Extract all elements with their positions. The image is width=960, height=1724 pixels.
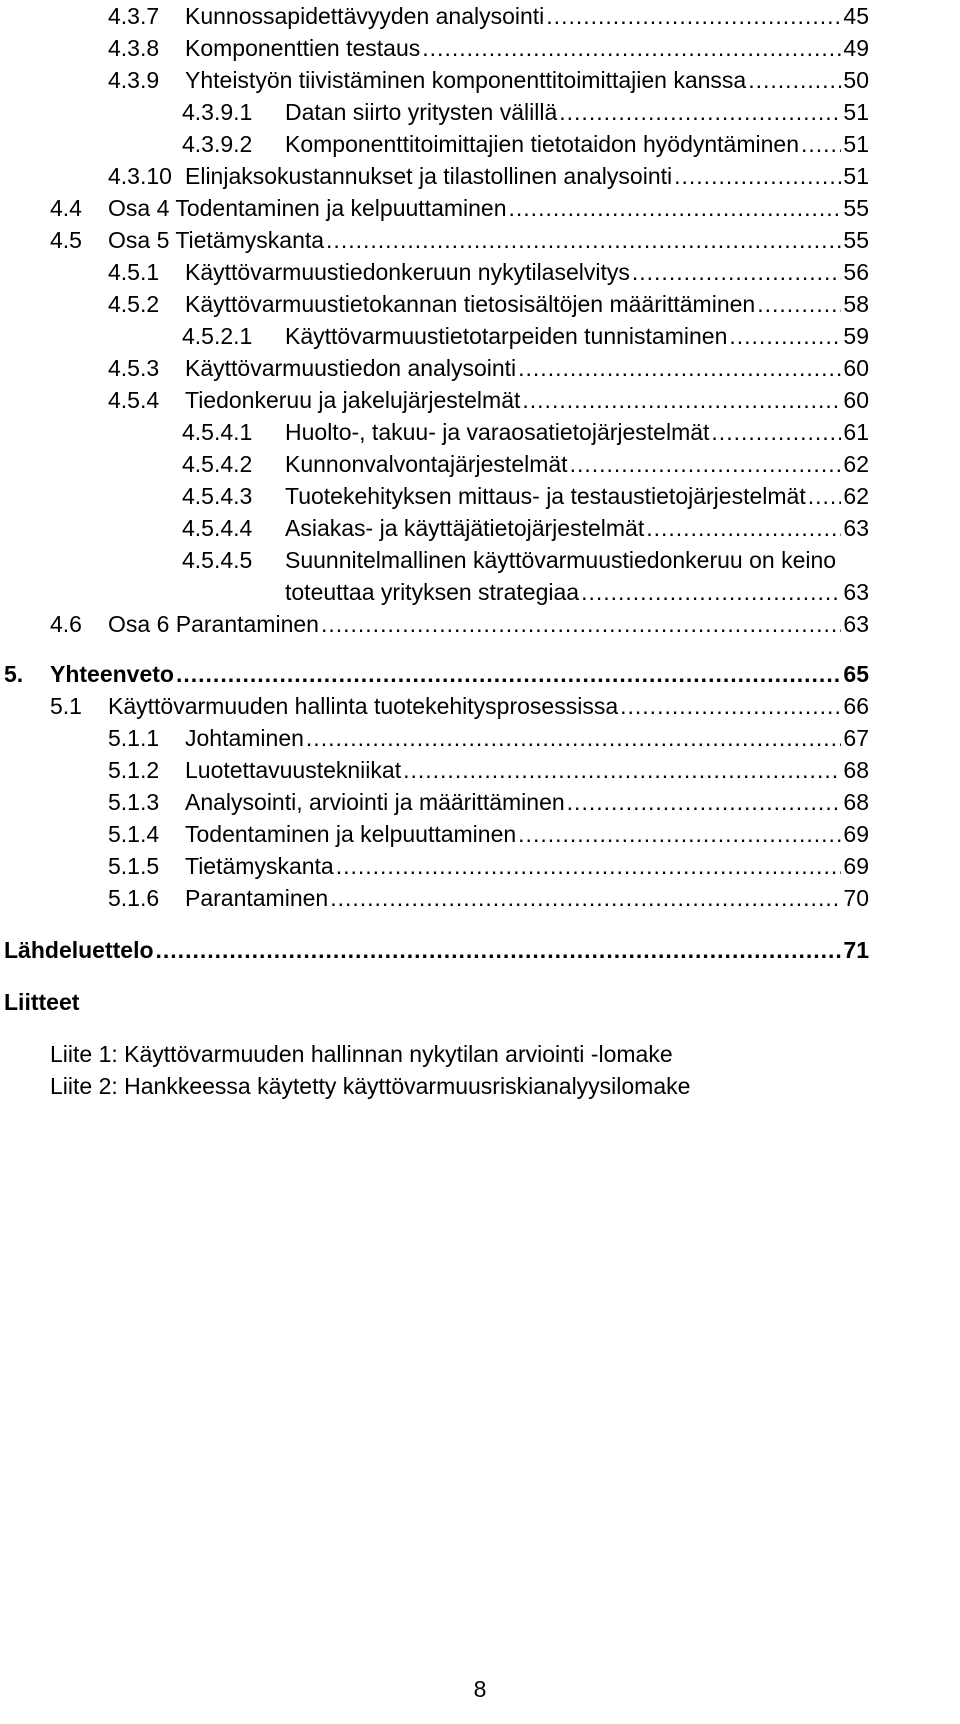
toc-page: 68 [843, 757, 869, 783]
toc-title: Käyttövarmuustietokannan tietosisältöjen määrittäminen [185, 291, 756, 317]
toc-number: 4.5.1 [108, 259, 160, 285]
toc-title-continued: toteuttaa yrityksen strategiaa [285, 579, 580, 605]
toc-title: Osa 6 Parantaminen [108, 611, 319, 637]
toc-page: 55 [843, 227, 869, 253]
toc-entry[interactable] [108, 354, 869, 382]
toc-page: 62 [843, 451, 869, 477]
toc-entry[interactable] [50, 226, 869, 254]
toc-entry[interactable] [108, 66, 869, 94]
toc-page: 61 [843, 419, 869, 445]
toc-title: Huolto-, takuu- ja varaosatietojärjestelmät [285, 419, 710, 445]
toc-page: 59 [843, 323, 869, 349]
toc-title: Tietämyskanta [185, 853, 334, 879]
leader-dots [567, 788, 842, 816]
toc-title: Parantaminen [185, 885, 329, 911]
toc-entry[interactable] [50, 194, 869, 222]
toc-page: 51 [843, 131, 869, 157]
page-number: 8 [473, 1676, 487, 1702]
toc-title: Käyttövarmuustietotarpeiden tunnistaminen [285, 323, 728, 349]
leader-dots [674, 162, 841, 190]
toc-entry[interactable] [182, 322, 869, 350]
toc-entry-continuation[interactable] [285, 578, 869, 606]
toc-entry[interactable] [108, 258, 869, 286]
toc-number: 4.4 [50, 195, 82, 221]
toc-title: Asiakas- ja käyttäjätietojärjestelmät [285, 515, 645, 541]
toc-page: 65 [843, 661, 869, 687]
toc-entry[interactable] [108, 724, 869, 752]
toc-number: 4.5.4 [108, 387, 160, 413]
toc-title: Käyttövarmuustiedonkeruun nykytilaselvitys [185, 259, 630, 285]
toc-title: Suunnitelmallinen käyttövarmuustiedonkeruu on keino [285, 547, 837, 573]
toc-page: 63 [843, 515, 869, 541]
leader-dots [509, 194, 842, 222]
leader-dots [522, 386, 841, 414]
toc-title: Tiedonkeruu ja jakelujärjestelmät [185, 387, 521, 413]
toc-number: 5.1.4 [108, 821, 160, 847]
toc-chapter-entry[interactable] [4, 660, 869, 688]
toc-page: 69 [843, 821, 869, 847]
leader-dots [518, 354, 841, 382]
toc-entry[interactable] [182, 450, 869, 478]
toc-title: Komponenttitoimittajien tietotaidon hyödyntäminen [285, 131, 799, 157]
leader-dots [808, 482, 842, 510]
toc-title: Yhteenveto [50, 661, 174, 687]
toc-number: 4.3.8 [108, 35, 160, 61]
leader-dots [326, 226, 841, 254]
leader-dots [306, 724, 841, 752]
toc-title: Osa 5 Tietämyskanta [108, 227, 325, 253]
toc-title: Komponenttien testaus [185, 35, 421, 61]
toc-entry[interactable] [108, 386, 869, 414]
leader-dots [801, 130, 841, 158]
toc-title: Käyttövarmuuden hallinta tuotekehitysprosessissa [108, 693, 619, 719]
toc-number: 4.5 [50, 227, 82, 253]
toc-entry[interactable] [182, 514, 869, 542]
toc-number: 4.5.3 [108, 355, 160, 381]
toc-entry[interactable] [50, 610, 869, 638]
leader-dots [711, 418, 841, 446]
toc-number: 5. [4, 661, 24, 687]
leader-dots [403, 756, 841, 784]
leader-dots [336, 852, 842, 880]
toc-number: 4.5.4.3 [182, 483, 253, 509]
toc-entry[interactable] [108, 162, 869, 190]
toc-number: 4.6 [50, 611, 82, 637]
toc-number: 5.1.5 [108, 853, 160, 879]
leader-dots [632, 258, 842, 286]
toc-number: 5.1.6 [108, 885, 160, 911]
toc-number: 5.1.2 [108, 757, 160, 783]
leader-dots [570, 450, 842, 478]
toc-title: Todentaminen ja kelpuuttaminen [185, 821, 517, 847]
toc-title: Käyttövarmuustiedon analysointi [185, 355, 517, 381]
toc-entry[interactable] [182, 482, 869, 510]
leader-dots [581, 578, 841, 606]
toc-page: 49 [843, 35, 869, 61]
leader-dots [330, 884, 841, 912]
leader-dots [748, 66, 841, 94]
toc-number: 4.3.7 [108, 3, 160, 29]
toc-title: Lähdeluettelo [4, 937, 154, 963]
toc-page: 69 [843, 853, 869, 879]
appendix-item[interactable]: Liite 1: Käyttövarmuuden hallinnan nykytilan arviointi -lomake [50, 1041, 673, 1067]
toc-page: 62 [843, 483, 869, 509]
toc-entry[interactable] [182, 130, 869, 158]
appendix-item[interactable]: Liite 2: Hankkeessa käytetty käyttövarmuusriskianalyysilomake [50, 1073, 691, 1099]
toc-page: 60 [843, 387, 869, 413]
toc-title: Osa 4 Todentaminen ja kelpuuttaminen [108, 195, 507, 221]
leader-dots [757, 290, 841, 318]
toc-entry[interactable] [108, 2, 869, 30]
toc-page: 67 [843, 725, 869, 751]
toc-page: 63 [843, 579, 869, 605]
toc-title: Analysointi, arviointi ja määrittäminen [185, 789, 565, 815]
toc-references-entry[interactable] [4, 936, 869, 964]
toc-entry[interactable] [108, 290, 869, 318]
toc-page: 66 [843, 693, 869, 719]
toc-page: 55 [843, 195, 869, 221]
toc-number: 4.3.9.2 [182, 131, 253, 157]
toc-entry[interactable] [182, 98, 869, 126]
leader-dots [176, 660, 841, 688]
toc-page: 70 [843, 885, 869, 911]
toc-page: 45 [843, 3, 869, 29]
leader-dots [646, 514, 841, 542]
toc-title: Tuotekehityksen mittaus- ja testaustietojärjestelmät [285, 483, 806, 509]
toc-title: Luotettavuustekniikat [185, 757, 402, 783]
toc-number: 4.5.4.5 [182, 547, 253, 573]
toc-number: 4.5.4.1 [182, 419, 253, 445]
leader-dots [422, 34, 841, 62]
toc-page: 51 [843, 99, 869, 125]
toc-page: 50 [843, 67, 869, 93]
toc-page: 71 [843, 937, 869, 963]
toc-entry[interactable] [182, 418, 869, 446]
toc-number: 4.5.4.2 [182, 451, 253, 477]
toc-number: 5.1.1 [108, 725, 160, 751]
toc-title: Kunnonvalvontajärjestelmät [285, 451, 568, 477]
toc-entry[interactable] [108, 756, 869, 784]
toc-page: 68 [843, 789, 869, 815]
toc-title: Elinjaksokustannukset ja tilastollinen analysointi [185, 163, 673, 189]
leader-dots [729, 322, 841, 350]
leader-dots [620, 692, 841, 720]
toc-number: 4.5.4.4 [182, 515, 253, 541]
toc-number: 4.3.9.1 [182, 99, 253, 125]
toc-page: 63 [843, 611, 869, 637]
toc-entry[interactable] [108, 884, 869, 912]
appendix-heading: Liitteet [4, 989, 80, 1015]
toc-title: Yhteistyön tiivistäminen komponenttitoimittajien kanssa [185, 67, 747, 93]
toc-page: 56 [843, 259, 869, 285]
toc-page: 51 [843, 163, 869, 189]
toc-title: Kunnossapidettävyyden analysointi [185, 3, 545, 29]
toc-entry-first-line[interactable] [182, 546, 836, 574]
toc-number: 4.3.10 [108, 163, 172, 189]
toc-number: 5.1.3 [108, 789, 160, 815]
toc-page: 58 [843, 291, 869, 317]
toc-number: 5.1 [50, 693, 82, 719]
leader-dots [546, 2, 841, 30]
toc-entry[interactable] [108, 788, 869, 816]
toc-entry[interactable] [108, 820, 869, 848]
toc-number: 4.5.2 [108, 291, 160, 317]
toc-title: Datan siirto yritysten välillä [285, 99, 558, 125]
leader-dots [518, 820, 841, 848]
toc-entry[interactable] [50, 692, 869, 720]
toc-entry[interactable] [108, 34, 869, 62]
leader-dots [559, 98, 841, 126]
leader-dots [156, 936, 842, 964]
toc-number: 4.3.9 [108, 67, 160, 93]
toc-entry[interactable] [108, 852, 869, 880]
toc-title: Johtaminen [185, 725, 304, 751]
leader-dots [321, 610, 841, 638]
toc-number: 4.5.2.1 [182, 323, 253, 349]
toc-page: 60 [843, 355, 869, 381]
